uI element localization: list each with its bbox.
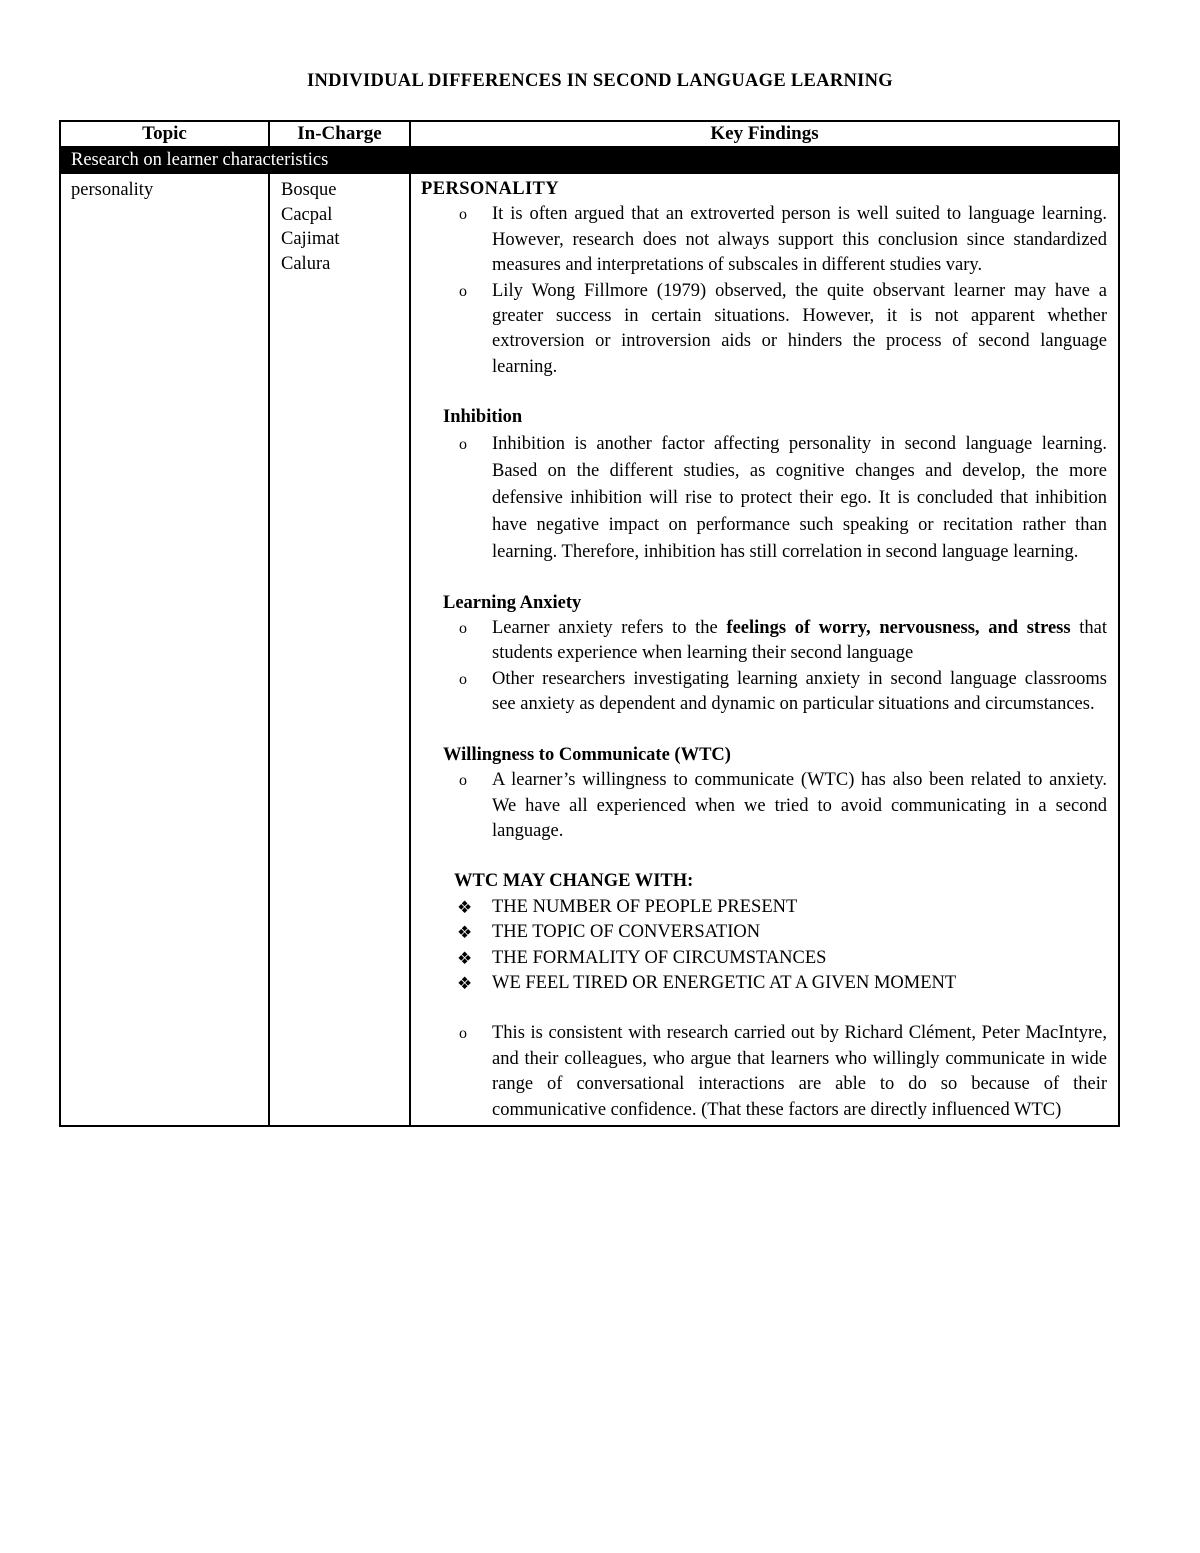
findings-table: [59, 120, 1120, 1127]
bullet-o-icon: o: [459, 670, 467, 688]
header-row: [60, 121, 1119, 147]
diamond-bullet-icon: ❖: [457, 897, 473, 917]
bullet-o-icon: o: [459, 1025, 467, 1043]
list-item: o It is often argued that an extroverted person is well suited to language learning. However, research does not always support this conclusion since standardized measures and interpretations of subscales in different studies vary.: [459, 204, 1107, 276]
table-row: [60, 173, 1119, 1126]
learning-anxiety-heading: Learning Anxiety: [443, 592, 582, 613]
list-item: ❖ THE TOPIC OF CONVERSATION: [421, 920, 1107, 945]
in-charge-name: Bosque: [281, 180, 337, 200]
learning-anxiety-list: [421, 616, 1107, 718]
bullet-o-icon: o: [459, 435, 467, 453]
list-item: ❖ THE FORMALITY OF CIRCUMSTANCES: [421, 946, 1107, 971]
list-item: o This is consistent with research carried out by Richard Clément, Peter MacIntyre, and their colleagues, who argue that learners who willingly communicate in wide range of conversational interactions are able to do so because of their communicative confidence. (That these factors are directly influenced WTC): [459, 1023, 1107, 1120]
document-title: INDIVIDUAL DIFFERENCES IN SECOND LANGUAGE LEARNING: [306, 71, 893, 91]
wtc-heading: Willingness to Communicate (WTC): [443, 744, 731, 765]
list-item: ❖ THE NUMBER OF PEOPLE PRESENT: [421, 895, 1107, 920]
diamond-bullet-icon: ❖: [457, 948, 473, 968]
list-item: ❖ WE FEEL TIRED OR ENERGETIC AT A GIVEN MOMENT: [421, 971, 1107, 996]
bullet-o-icon: o: [459, 620, 467, 638]
bullet-o-icon: o: [459, 206, 467, 224]
list-item: o Lily Wong Fillmore (1979) observed, the quite observant learner may have a greater success in certain situations. However, it is not apparent whether extroversion or introversion aids or hinders the process of second language learning.: [459, 280, 1107, 377]
in-charge-name: Cajimat: [281, 229, 340, 249]
bullet-o-icon: o: [459, 282, 467, 300]
section-label: Research on learner characteristics: [60, 147, 1119, 173]
wtc-list: [421, 768, 1107, 844]
bullet-o-icon: o: [459, 772, 467, 790]
personality-list: [421, 202, 1107, 380]
list-item: o Learner anxiety refers to the feelings of worry, nervousness, and stress that students experience when learning their second language: [459, 618, 1107, 664]
key-findings-cell: [410, 173, 1119, 1126]
diamond-bullet-icon: ❖: [457, 923, 473, 943]
wtc-closing-list: [421, 1021, 1107, 1123]
header-topic: Topic: [60, 121, 269, 147]
personality-heading: PERSONALITY: [421, 179, 560, 199]
diamond-bullet-icon: ❖: [457, 973, 473, 993]
list-item: o A learner’s willingness to communicate (WTC) has also been related to anxiety. We have all experienced when we tried to avoid communicating in a second language.: [459, 770, 1107, 841]
inhibition-list: [421, 431, 1107, 566]
header-key-findings: Key Findings: [410, 121, 1119, 147]
in-charge-name: Cacpal: [281, 204, 333, 225]
in-charge-name: Calura: [281, 253, 331, 274]
wtc-change-heading: WTC MAY CHANGE WITH:: [454, 871, 694, 892]
wtc-change-list: [421, 895, 1107, 997]
inhibition-heading: Inhibition: [443, 407, 523, 428]
list-item: o Inhibition is another factor affecting personality in second language learning. Based on the different studies, as cognitive changes and develop, the more defensive inhibition will rise to protect their ego. It is concluded that inhibition have negative impact on performance such speaking or recitation rather than learning. Therefore, inhibition has still correlation in second language learning.: [421, 431, 1107, 566]
in-charge-cell: [269, 173, 410, 1126]
list-item: o Other researchers investigating learning anxiety in second language classrooms see anxiety as dependent and dynamic on particular situations and circumstances.: [459, 668, 1107, 715]
section-row: [60, 147, 1119, 173]
header-in-charge: In-Charge: [269, 121, 410, 147]
topic-cell: personality: [60, 173, 269, 1126]
